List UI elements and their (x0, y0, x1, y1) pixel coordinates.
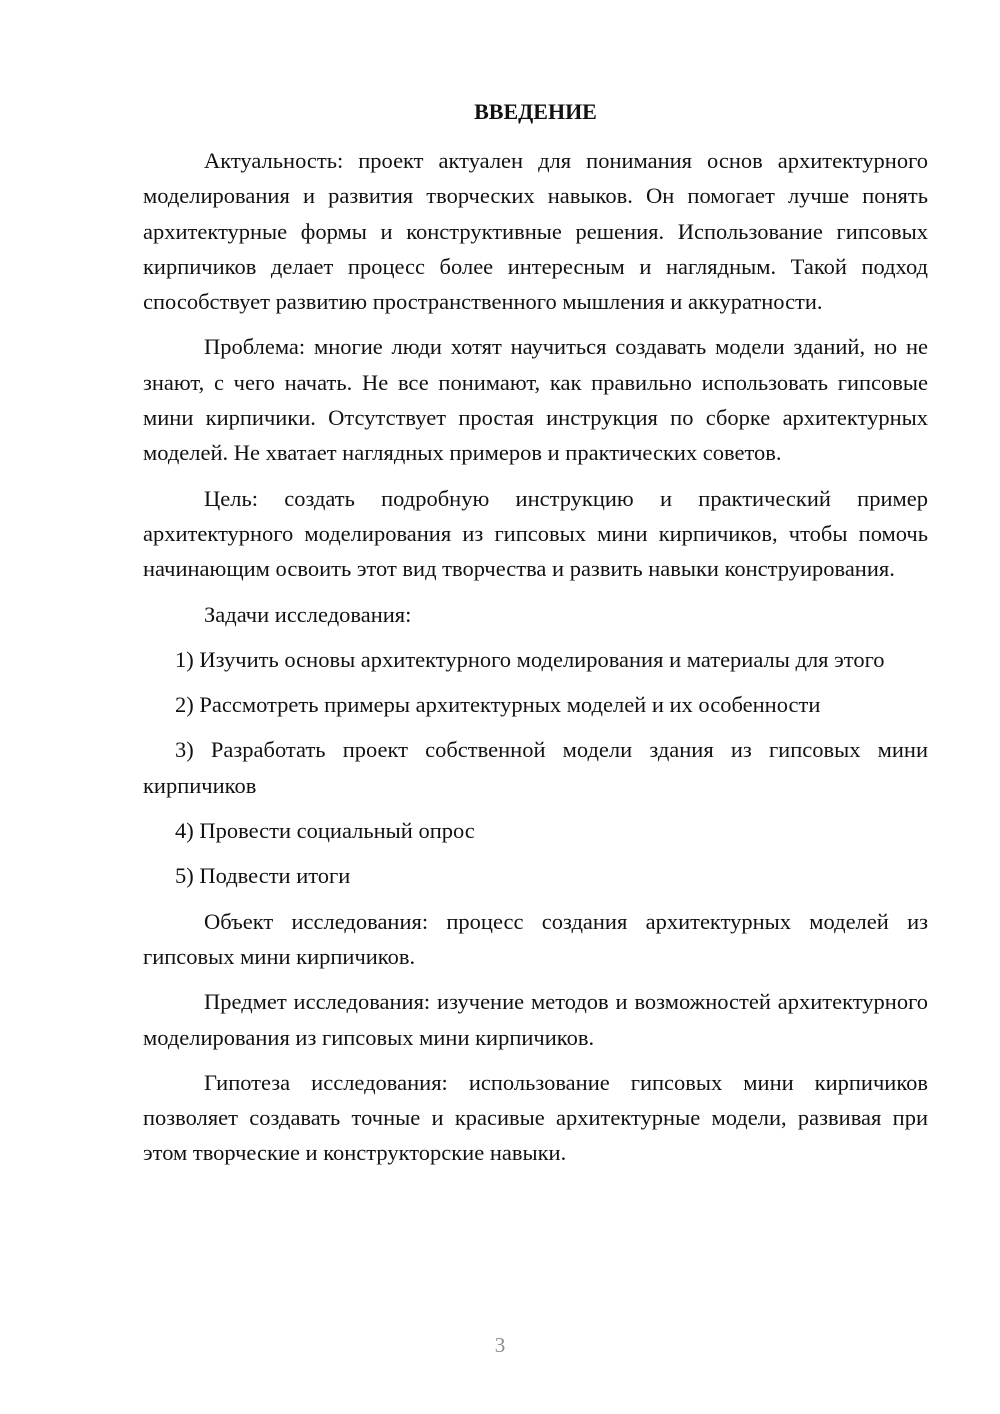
paragraph-hypothesis: Гипотеза исследования: использование гипсовых мини кирпичиков позволяет создавать точные и красивые архитектурные модели, развивая при этом творческие и конструкторские навыки. (143, 1069, 928, 1166)
page-title: ВВЕДЕНИЕ (474, 99, 597, 124)
paragraph-object: Объект исследования: процесс создания архитектурных моделей из гипсовых мини кирпичиков. (143, 908, 928, 969)
paragraph-tasks-heading: Задачи исследования: (204, 601, 412, 627)
task-item: 3) Разработать проект собственной модели здания из гипсовых мини кирпичиков (143, 737, 928, 798)
paragraph-relevance: Актуальность: проект актуален для понимания основ архитектурного моделирования и развития творческих навыков. Он помогает лучше понять архитектурные формы и конструктивные решения. Использование гипсовых кирпичиков делает процесс более интересным и наглядным. Такой подход способствует развитию пространственного мышления и аккуратности. (143, 148, 928, 315)
body-text (143, 143, 928, 1181)
paragraph-subject: Предмет исследования: изучение методов и возможностей архитектурного моделирования из гипсовых мини кирпичиков. (143, 989, 928, 1050)
paragraph-goal: Цель: создать подробную инструкцию и практический пример архитектурного моделирования из гипсовых мини кирпичиков, чтобы помочь начинающим освоить этот вид творчества и развить навыки конструирования. (143, 485, 928, 582)
page-number: 3 (494, 1333, 506, 1357)
task-item: 2) Рассмотреть примеры архитектурных моделей и их особенности (175, 692, 821, 718)
task-item: 1) Изучить основы архитектурного моделирования и материалы для этого (175, 646, 885, 672)
paragraph-problem: Проблема: многие люди хотят научиться создавать модели зданий, но не знают, с чего начать. Не все понимают, как правильно использовать гипсовые мини кирпичики. Отсутствует простая инструкция по сборке архитектурных моделей. Не хватает наглядных примеров и практических советов. (143, 334, 928, 466)
task-item: 4) Провести социальный опрос (175, 818, 475, 844)
task-item: 5) Подвести итоги (175, 863, 351, 889)
